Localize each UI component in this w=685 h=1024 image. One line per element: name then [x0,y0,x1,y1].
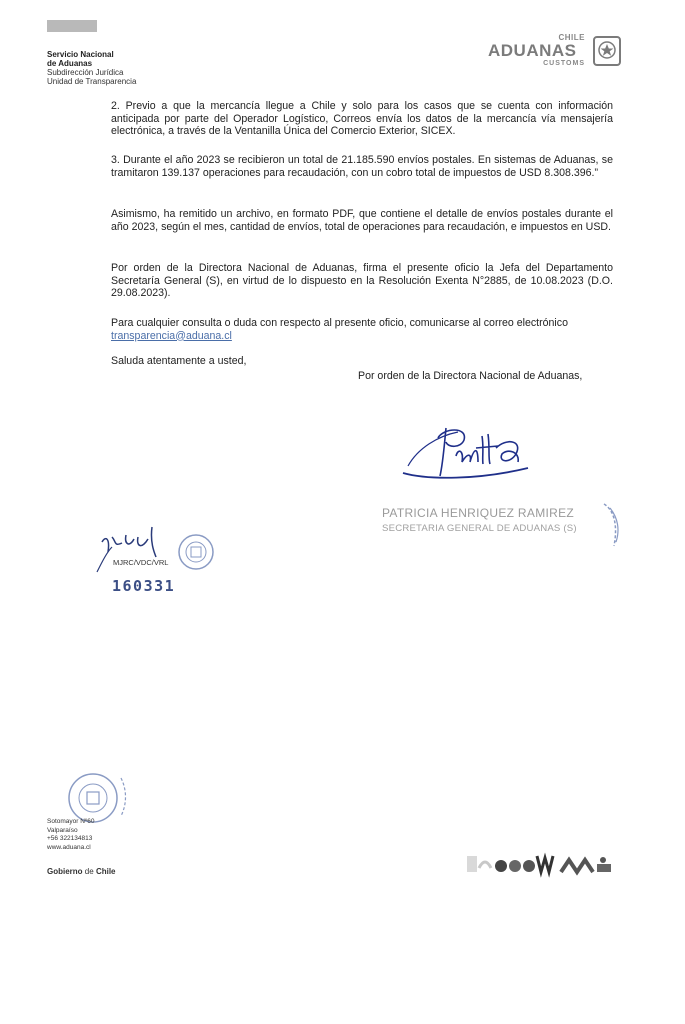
signatory-name: PATRICIA HENRIQUEZ RAMIREZ [382,506,575,520]
org-unit: Unidad de Transparencia [47,77,137,86]
paragraph-authority: Por orden de la Directora Nacional de Aduanas, firma el presente oficio la Jefa del Departamento Secretaría General (S), en virtud de lo dispuesto en la Resolución Exenta N°2885, de 10.08.2023 (D.O. 29.08.2023). [111,262,613,299]
footer-address [47,818,95,852]
logo-tagline: CUSTOMS [543,60,585,67]
handwritten-signature [398,418,538,493]
contact-text: Para cualquier consulta o duda con respecto al presente oficio, comunicarse al correo electrónico [111,317,568,329]
footer-decorative-marks-icon [465,848,615,878]
por-orden-line: Por orden de la Directora Nacional de Aduanas, [358,370,583,382]
aduanas-logo [488,33,623,71]
gob-de: de [84,867,94,876]
footer-phone: +56 322134813 [47,835,93,842]
gob-word: Gobierno [47,867,83,876]
side-stamp-icon [600,500,622,550]
closing-greeting: Saluda atentamente a usted, [111,355,247,367]
signatory-title: SECRETARIA GENERAL DE ADUANAS (S) [382,523,577,534]
paragraph-3: 3. Durante el año 2023 se recibieron un total de 21.185.590 envíos postales. En sistemas de Aduanas, se tramitaron 139.137 operaciones para recaudación, con un cobro total de impuestos de USD 8.308.396.” [111,154,613,179]
gob-chile: Chile [95,867,116,876]
footer-web-link[interactable]: www.aduana.cl [47,843,91,851]
initials-scribble [92,517,182,577]
contact-email-link[interactable]: transparencia@aduana.cl [111,329,232,342]
logo-name: ADUANAS [488,41,577,60]
org-subdivision: Subdirección Jurídica [47,68,124,77]
footer-street: Sotomayor Nº60 [47,818,95,825]
paragraph-attachment: Asimismo, ha remitido un archivo, en formato PDF, que contiene el detalle de envíos postales durante el año 2023, según el mes, cantidad de envíos, total de operaciones para recaudación, e impuestos en USD. [111,208,613,233]
initials-reference: MJRC/VDC/VRL [113,558,169,567]
footer-city: Valparaíso [47,826,78,834]
paragraph-contact [111,317,613,342]
logo-country: CHILE [558,33,585,42]
org-name-line1: Servicio Nacional [47,50,114,59]
header-flag-bar [47,20,97,32]
gobierno-de-chile [47,867,116,876]
folio-number: 160331 [112,577,176,595]
circular-seal-icon [176,530,216,575]
shield-icon [593,36,621,66]
paragraph-2: 2. Previo a que la mercancía llegue a Chile y solo para los casos que se cuenta con información anticipada por parte del Operador Logístico, Correos envía los datos de la mercancía vía mensajería electrónica, a través de la Ventanilla Única del Comercio Exterior, SICEX. [111,100,613,137]
org-name-line2: de Aduanas [47,59,93,68]
header-org-block [47,50,136,86]
